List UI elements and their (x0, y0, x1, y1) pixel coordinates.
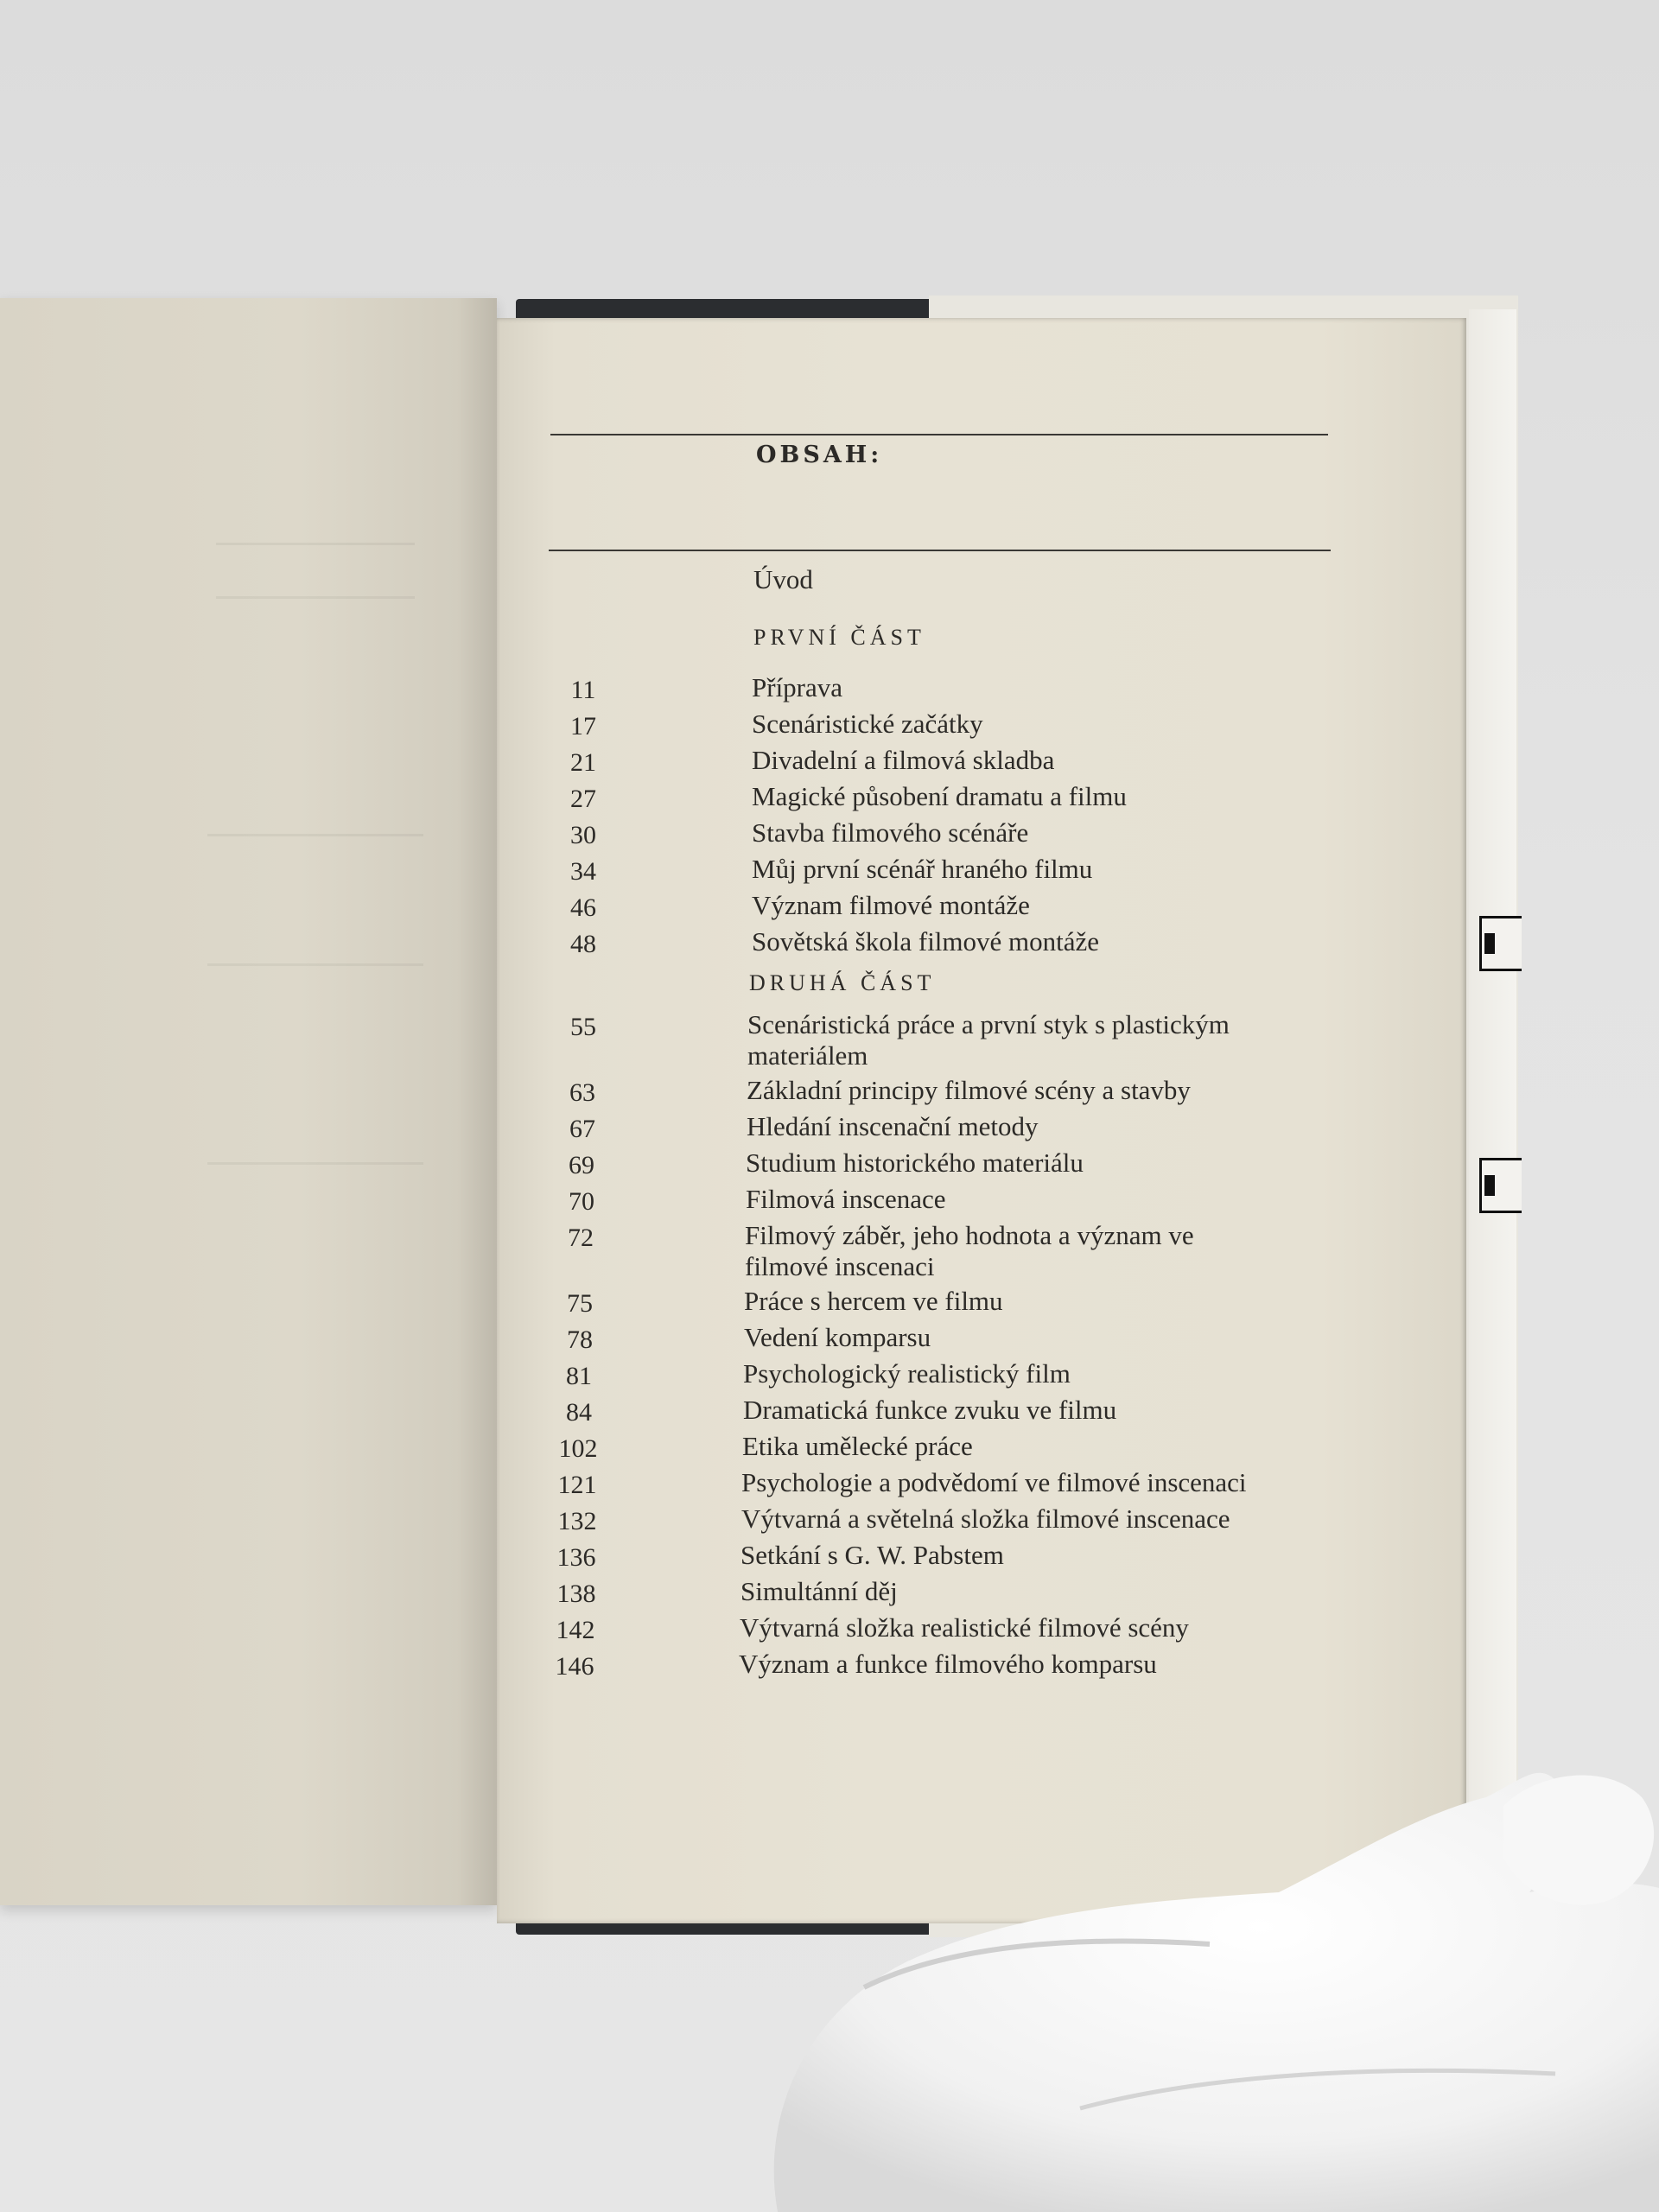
toc-title: Vedení komparsu (744, 1322, 931, 1352)
toc-page-number: 142 (556, 1616, 595, 1644)
toc-page-number: 48 (570, 930, 596, 958)
toc-title: Setkání s G. W. Pabstem (741, 1540, 1004, 1570)
toc-title: Stavba filmového scénáře (752, 817, 1029, 848)
heading-rule (549, 550, 1331, 551)
toc-page-number: 75 (567, 1289, 593, 1318)
toc-entry (497, 1612, 1361, 1650)
toc-entry (497, 1147, 1361, 1185)
toc-entry (497, 1503, 1361, 1541)
toc-title: Filmový záběr, jeho hodnota a význam ve (745, 1220, 1194, 1250)
toc-page (497, 318, 1466, 1923)
toc-title-continuation: filmové inscenaci (745, 1251, 935, 1281)
toc-entry (497, 1111, 1361, 1149)
toc-page-number: 70 (569, 1187, 594, 1216)
top-rule (550, 434, 1328, 435)
toc-page-number: 102 (558, 1434, 598, 1463)
toc-page-number: 67 (569, 1115, 595, 1143)
toc-title: Výtvarná a světelná složka filmové inscenace (741, 1503, 1230, 1534)
toc-page-number: 27 (570, 785, 596, 813)
toc-entry (497, 926, 1361, 964)
toc-entry (497, 672, 1361, 710)
toc-title: Scenáristická práce a první styk s plastickým (747, 1009, 1230, 1039)
left-page (0, 298, 497, 1905)
toc-page-number: 72 (568, 1224, 594, 1252)
toc-page-number: 55 (570, 1013, 596, 1041)
toc-entry (497, 854, 1361, 892)
toc-entry (497, 1075, 1361, 1113)
toc-entry (497, 709, 1361, 747)
toc-page-number: 78 (567, 1325, 593, 1354)
toc-entry (497, 1009, 1361, 1071)
toc-title: Sovětská škola filmové montáže (752, 926, 1100, 957)
flap-marker-dot (1484, 933, 1495, 954)
toc-entry (497, 1358, 1361, 1396)
toc-entry (497, 1576, 1361, 1614)
toc-title: Magické působení dramatu a filmu (752, 781, 1127, 811)
toc-entry (497, 1322, 1361, 1360)
toc-heading: OBSAH: (756, 442, 883, 468)
toc-page-number: 46 (570, 893, 596, 922)
toc-title: Scenáristické začátky (752, 709, 983, 739)
toc-page-number: 21 (570, 748, 596, 777)
flap-marker-dot (1484, 1175, 1495, 1196)
cover-edge (1469, 309, 1516, 1934)
toc-title: Simultánní děj (741, 1576, 898, 1606)
toc-entry (497, 1184, 1361, 1222)
toc-page-number: 69 (569, 1151, 594, 1179)
section-label: PRVNÍ ČÁST (753, 625, 925, 650)
toc-title: Práce s hercem ve filmu (744, 1286, 1003, 1316)
toc-page-number: 63 (569, 1078, 595, 1107)
toc-title: Význam a funkce filmového komparsu (739, 1649, 1157, 1679)
toc-title: Psychologický realistický film (743, 1358, 1071, 1389)
toc-page-number: 17 (570, 712, 596, 741)
toc-page-number: 136 (556, 1543, 596, 1572)
toc-page-number: 84 (566, 1398, 592, 1427)
toc-title: Hledání inscenační metody (747, 1111, 1039, 1141)
toc-title: Psychologie a podvědomí ve filmové inscenaci (741, 1467, 1247, 1497)
toc-entry (497, 890, 1361, 928)
toc-entry (497, 1467, 1361, 1505)
toc-page-number: 132 (557, 1507, 597, 1535)
toc-page-number: 34 (570, 857, 596, 886)
toc-title: Dramatická funkce zvuku ve filmu (743, 1395, 1117, 1425)
toc-page-number: 81 (566, 1362, 592, 1390)
toc-title: Etika umělecké práce (742, 1431, 973, 1461)
toc-title: Výtvarná složka realistické filmové scény (740, 1612, 1189, 1643)
toc-entry (497, 1431, 1361, 1469)
toc-entry (497, 745, 1361, 783)
toc-entry (497, 1286, 1361, 1324)
toc-title: Můj první scénář hraného filmu (752, 854, 1093, 884)
toc-entry (497, 781, 1361, 819)
toc-title: Studium historického materiálu (746, 1147, 1084, 1178)
toc-entry (497, 1395, 1361, 1433)
toc-intro: Úvod (753, 564, 813, 594)
toc-page-number: 138 (556, 1580, 596, 1608)
toc-entry (497, 1220, 1361, 1281)
toc-page-number: 30 (570, 821, 596, 849)
toc-page-number: 146 (555, 1652, 594, 1681)
toc-title: Příprava (752, 672, 843, 702)
toc-entry (497, 817, 1361, 855)
section-label: DRUHÁ ČÁST (749, 970, 936, 995)
toc-entry (497, 1649, 1361, 1687)
toc-title: Filmová inscenace (746, 1184, 946, 1214)
toc-title: Význam filmové montáže (752, 890, 1030, 920)
toc-page-number: 121 (557, 1471, 597, 1499)
toc-entry (497, 1540, 1361, 1578)
glove-thumb (1503, 1776, 1654, 1905)
toc-title: Základní principy filmové scény a stavby (747, 1075, 1191, 1105)
toc-title-continuation: materiálem (747, 1040, 868, 1071)
toc-title: Divadelní a filmová skladba (752, 745, 1055, 775)
toc-page-number: 11 (570, 676, 596, 704)
